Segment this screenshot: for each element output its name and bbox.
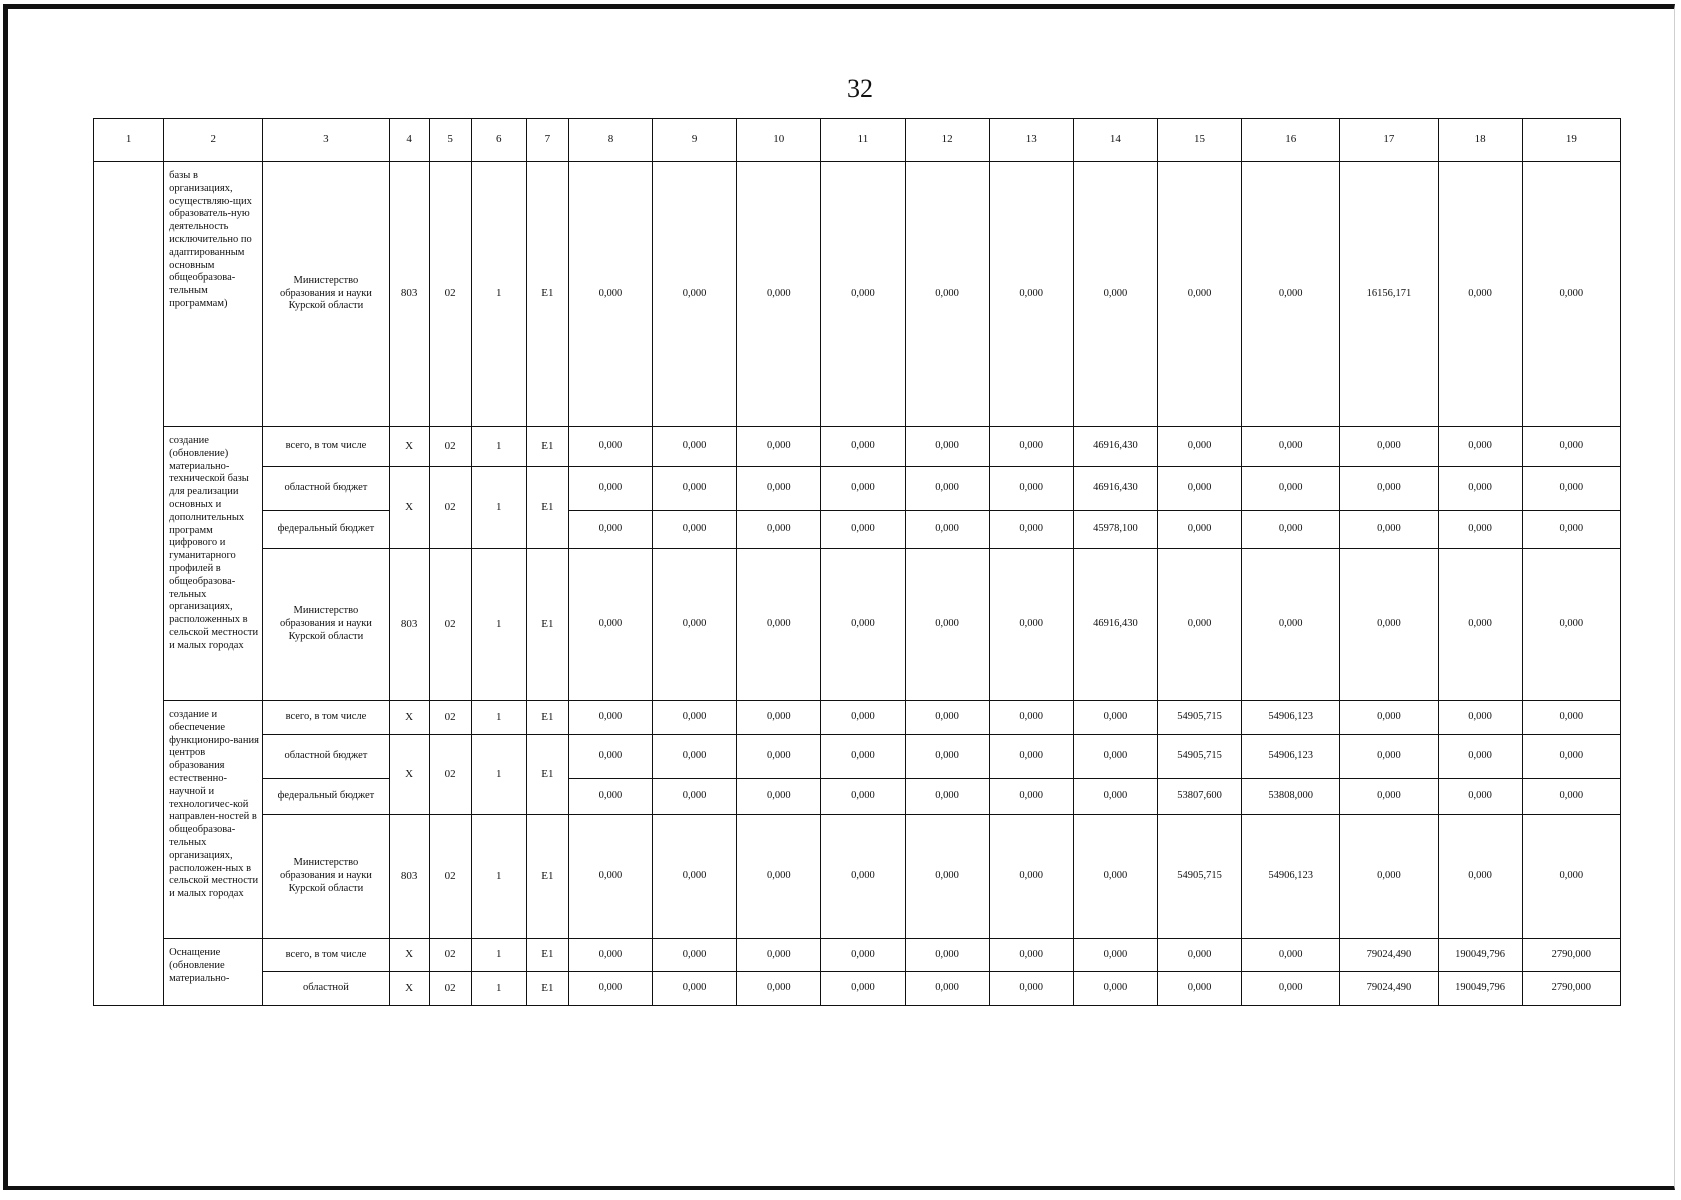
amount-cell: 0,000 (1438, 815, 1522, 939)
amount-cell: 0,000 (653, 779, 737, 815)
amount-cell: 0,000 (737, 549, 821, 701)
amount-cell: 0,000 (653, 701, 737, 735)
amount-cell: 0,000 (821, 467, 905, 511)
amount-cell: 0,000 (1157, 511, 1241, 549)
budget-code-cell: 1 (471, 735, 526, 815)
amount-cell: 0,000 (905, 939, 989, 972)
amount-cell: 54906,123 (1242, 815, 1340, 939)
amount-cell: 0,000 (1073, 162, 1157, 427)
budget-code-cell: X (389, 427, 429, 467)
amount-cell: 190049,796 (1438, 939, 1522, 972)
executor-cell: всего, в том числе (263, 427, 389, 467)
amount-cell: 0,000 (905, 735, 989, 779)
amount-cell: 0,000 (568, 939, 652, 972)
amount-cell: 0,000 (1157, 162, 1241, 427)
executor-cell: всего, в том числе (263, 939, 389, 972)
amount-cell: 0,000 (989, 549, 1073, 701)
amount-cell: 0,000 (1340, 735, 1438, 779)
amount-cell: 0,000 (1242, 511, 1340, 549)
executor-cell: Министерство образования и науки Курской области (263, 815, 389, 939)
budget-code-cell: 1 (471, 549, 526, 701)
budget-code-cell: 02 (429, 939, 471, 972)
amount-cell: 0,000 (905, 162, 989, 427)
amount-cell: 0,000 (1073, 815, 1157, 939)
executor-cell: Министерство образования и науки Курской области (263, 162, 389, 427)
amount-cell: 0,000 (737, 815, 821, 939)
budget-code-cell: X (389, 939, 429, 972)
budget-code-cell: E1 (526, 701, 568, 735)
column-number: 8 (568, 119, 652, 162)
amount-cell: 53808,000 (1242, 779, 1340, 815)
amount-cell: 0,000 (1340, 511, 1438, 549)
amount-cell: 0,000 (1073, 779, 1157, 815)
budget-code-cell: 1 (471, 972, 526, 1006)
amount-cell: 53807,600 (1157, 779, 1241, 815)
amount-cell: 0,000 (905, 779, 989, 815)
amount-cell: 0,000 (737, 701, 821, 735)
budget-code-cell: E1 (526, 939, 568, 972)
amount-cell: 0,000 (1073, 939, 1157, 972)
executor-cell: областной (263, 972, 389, 1006)
table-row (94, 939, 1621, 972)
amount-cell: 79024,490 (1340, 939, 1438, 972)
table-row (94, 735, 1621, 779)
budget-code-cell: E1 (526, 549, 568, 701)
amount-cell: 0,000 (737, 427, 821, 467)
column-number: 4 (389, 119, 429, 162)
budget-code-cell: E1 (526, 467, 568, 549)
amount-cell: 0,000 (821, 549, 905, 701)
table-row (94, 815, 1621, 939)
amount-cell: 0,000 (737, 972, 821, 1006)
amount-cell: 54906,123 (1242, 735, 1340, 779)
budget-code-cell: 02 (429, 427, 471, 467)
amount-cell: 0,000 (989, 735, 1073, 779)
budget-code-cell: 02 (429, 735, 471, 815)
amount-cell: 54905,715 (1157, 701, 1241, 735)
amount-cell: 0,000 (989, 427, 1073, 467)
budget-code-cell: 1 (471, 939, 526, 972)
column-number: 12 (905, 119, 989, 162)
amount-cell: 16156,171 (1340, 162, 1438, 427)
amount-cell: 79024,490 (1340, 972, 1438, 1006)
amount-cell: 0,000 (653, 972, 737, 1006)
amount-cell: 0,000 (1157, 427, 1241, 467)
amount-cell: 0,000 (1073, 701, 1157, 735)
amount-cell: 0,000 (1438, 427, 1522, 467)
amount-cell: 2790,000 (1522, 939, 1620, 972)
amount-cell: 0,000 (821, 427, 905, 467)
amount-cell: 0,000 (737, 939, 821, 972)
amount-cell: 0,000 (653, 939, 737, 972)
amount-cell: 0,000 (1522, 815, 1620, 939)
amount-cell: 0,000 (653, 549, 737, 701)
measure-name-cell: создание (обновление) материально-технической базы для реализации основных и дополнительных программ цифрового и гуманитарного профилей в общеобразова-тельных организациях, расположенных в сельской местности и малых городах (164, 427, 263, 701)
amount-cell: 0,000 (1438, 511, 1522, 549)
amount-cell: 46916,430 (1073, 549, 1157, 701)
amount-cell: 46916,430 (1073, 467, 1157, 511)
budget-code-cell: 803 (389, 815, 429, 939)
amount-cell: 0,000 (905, 511, 989, 549)
budget-code-cell: 1 (471, 467, 526, 549)
amount-cell: 0,000 (905, 972, 989, 1006)
amount-cell: 0,000 (568, 549, 652, 701)
amount-cell: 0,000 (568, 511, 652, 549)
executor-cell: областной бюджет (263, 735, 389, 779)
amount-cell: 0,000 (737, 735, 821, 779)
measure-name-cell: создание и обеспечение функциониро-вания центров образования естественно-научной и технологичес-кой направлен-ностей в общеобразова-тельных организациях, расположен-ных в сельской местности и малых городах (164, 701, 263, 939)
column-number: 7 (526, 119, 568, 162)
amount-cell: 0,000 (821, 815, 905, 939)
amount-cell: 0,000 (568, 972, 652, 1006)
amount-cell: 0,000 (1242, 972, 1340, 1006)
amount-cell: 0,000 (1438, 467, 1522, 511)
column-number: 13 (989, 119, 1073, 162)
budget-code-cell: X (389, 467, 429, 549)
amount-cell: 0,000 (905, 549, 989, 701)
amount-cell: 54905,715 (1157, 735, 1241, 779)
amount-cell: 46916,430 (1073, 427, 1157, 467)
amount-cell: 0,000 (1438, 701, 1522, 735)
amount-cell: 0,000 (1522, 701, 1620, 735)
amount-cell: 0,000 (653, 162, 737, 427)
executor-cell: Министерство образования и науки Курской области (263, 549, 389, 701)
measure-name-cell: базы в организациях, осуществляю-щих образователь-ную деятельность исключительно по адаптированным основным общеобразова-тельным программам) (164, 162, 263, 427)
amount-cell: 0,000 (1522, 162, 1620, 427)
amount-cell: 0,000 (653, 735, 737, 779)
amount-cell: 54906,123 (1242, 701, 1340, 735)
column-number: 5 (429, 119, 471, 162)
amount-cell: 0,000 (568, 779, 652, 815)
budget-code-cell: 02 (429, 467, 471, 549)
table-row (94, 549, 1621, 701)
column-number: 15 (1157, 119, 1241, 162)
amount-cell: 0,000 (1522, 427, 1620, 467)
budget-code-cell: 02 (429, 549, 471, 701)
amount-cell: 0,000 (737, 467, 821, 511)
budget-code-cell: X (389, 972, 429, 1006)
amount-cell: 0,000 (1242, 427, 1340, 467)
amount-cell: 0,000 (568, 701, 652, 735)
amount-cell: 0,000 (568, 815, 652, 939)
measure-name-cell: Оснащение (обновление материально- (164, 939, 263, 1006)
table-row (94, 467, 1621, 511)
budget-code-cell: 1 (471, 815, 526, 939)
table-row (94, 972, 1621, 1006)
page-number: 32 (847, 74, 873, 103)
table-row (94, 427, 1621, 467)
amount-cell: 0,000 (905, 467, 989, 511)
amount-cell: 0,000 (821, 511, 905, 549)
budget-code-cell: E1 (526, 162, 568, 427)
amount-cell: 0,000 (737, 511, 821, 549)
budget-code-cell: 02 (429, 162, 471, 427)
amount-cell: 0,000 (653, 815, 737, 939)
column-number: 9 (653, 119, 737, 162)
amount-cell: 0,000 (989, 972, 1073, 1006)
amount-cell: 0,000 (568, 467, 652, 511)
amount-cell: 0,000 (1340, 779, 1438, 815)
amount-cell: 54905,715 (1157, 815, 1241, 939)
amount-cell: 0,000 (1242, 162, 1340, 427)
amount-cell: 0,000 (1522, 467, 1620, 511)
amount-cell: 0,000 (905, 815, 989, 939)
executor-cell: областной бюджет (263, 467, 389, 511)
amount-cell: 0,000 (1522, 735, 1620, 779)
table-row (94, 701, 1621, 735)
amount-cell: 0,000 (821, 972, 905, 1006)
table-row (94, 511, 1621, 549)
amount-cell: 0,000 (989, 779, 1073, 815)
budget-code-cell: E1 (526, 735, 568, 815)
budget-code-cell: 803 (389, 162, 429, 427)
amount-cell: 0,000 (821, 939, 905, 972)
amount-cell: 190049,796 (1438, 972, 1522, 1006)
column-number: 3 (263, 119, 389, 162)
column-number: 18 (1438, 119, 1522, 162)
amount-cell: 0,000 (1438, 162, 1522, 427)
amount-cell: 0,000 (1157, 467, 1241, 511)
budget-code-cell: 02 (429, 972, 471, 1006)
amount-cell: 0,000 (1073, 735, 1157, 779)
executor-cell: всего, в том числе (263, 701, 389, 735)
amount-cell: 0,000 (1522, 511, 1620, 549)
amount-cell: 0,000 (1340, 815, 1438, 939)
amount-cell: 0,000 (1157, 549, 1241, 701)
amount-cell: 0,000 (653, 467, 737, 511)
budget-code-cell: 02 (429, 701, 471, 735)
amount-cell: 0,000 (653, 427, 737, 467)
amount-cell: 0,000 (1438, 735, 1522, 779)
amount-cell: 0,000 (989, 511, 1073, 549)
budget-code-cell: X (389, 735, 429, 815)
amount-cell: 0,000 (989, 815, 1073, 939)
budget-code-cell: 803 (389, 549, 429, 701)
amount-cell: 0,000 (1522, 549, 1620, 701)
amount-cell: 0,000 (1438, 779, 1522, 815)
amount-cell: 0,000 (989, 162, 1073, 427)
amount-cell: 0,000 (568, 162, 652, 427)
empty-number-cell (94, 162, 164, 1006)
amount-cell: 0,000 (568, 735, 652, 779)
amount-cell: 0,000 (1157, 939, 1241, 972)
amount-cell: 2790,000 (1522, 972, 1620, 1006)
amount-cell: 0,000 (1340, 549, 1438, 701)
budget-code-cell: E1 (526, 972, 568, 1006)
column-number-row (94, 119, 1621, 162)
column-number: 11 (821, 119, 905, 162)
executor-cell: федеральный бюджет (263, 779, 389, 815)
amount-cell: 0,000 (989, 701, 1073, 735)
amount-cell: 0,000 (905, 427, 989, 467)
budget-code-cell: E1 (526, 815, 568, 939)
table-body (94, 162, 1621, 1006)
amount-cell: 0,000 (1157, 972, 1241, 1006)
budget-code-cell: E1 (526, 427, 568, 467)
amount-cell: 0,000 (821, 779, 905, 815)
column-number: 10 (737, 119, 821, 162)
amount-cell: 0,000 (905, 701, 989, 735)
column-number: 2 (164, 119, 263, 162)
amount-cell: 0,000 (737, 779, 821, 815)
budget-code-cell: X (389, 701, 429, 735)
column-number: 17 (1340, 119, 1438, 162)
amount-cell: 0,000 (989, 939, 1073, 972)
amount-cell: 0,000 (821, 162, 905, 427)
budget-code-cell: 1 (471, 701, 526, 735)
column-number: 16 (1242, 119, 1340, 162)
budget-code-cell: 02 (429, 815, 471, 939)
column-number: 1 (94, 119, 164, 162)
amount-cell: 0,000 (1340, 701, 1438, 735)
amount-cell: 0,000 (1242, 467, 1340, 511)
amount-cell: 0,000 (1340, 427, 1438, 467)
column-number: 19 (1522, 119, 1620, 162)
table-row (94, 162, 1621, 427)
executor-cell: федеральный бюджет (263, 511, 389, 549)
amount-cell: 0,000 (568, 427, 652, 467)
amount-cell: 0,000 (989, 467, 1073, 511)
amount-cell: 0,000 (1438, 549, 1522, 701)
amount-cell: 0,000 (1340, 467, 1438, 511)
amount-cell: 0,000 (737, 162, 821, 427)
amount-cell: 0,000 (821, 735, 905, 779)
column-number: 6 (471, 119, 526, 162)
amount-cell: 0,000 (1522, 779, 1620, 815)
budget-code-cell: 1 (471, 162, 526, 427)
amount-cell: 0,000 (653, 511, 737, 549)
table-row (94, 779, 1621, 815)
amount-cell: 0,000 (1242, 549, 1340, 701)
amount-cell: 0,000 (1242, 939, 1340, 972)
budget-table (93, 118, 1621, 1006)
budget-code-cell: 1 (471, 427, 526, 467)
column-number: 14 (1073, 119, 1157, 162)
amount-cell: 0,000 (1073, 972, 1157, 1006)
amount-cell: 45978,100 (1073, 511, 1157, 549)
amount-cell: 0,000 (821, 701, 905, 735)
